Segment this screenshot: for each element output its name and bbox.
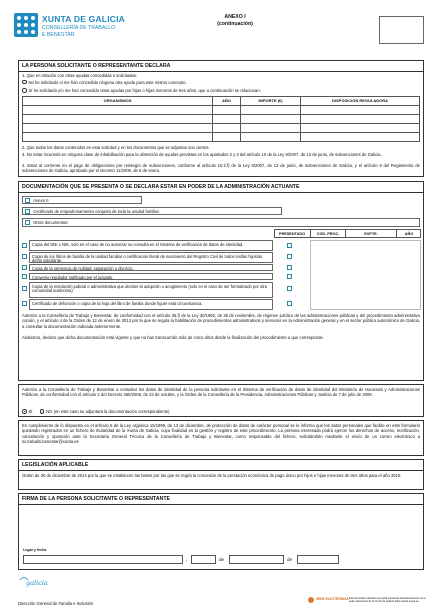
data-protection-section xyxy=(18,420,424,456)
footer-online-note: Este formulario también se podrá presentar electrónicamente en la sede electrónica de la Xunta de Galicia https://sede.xunta.es xyxy=(349,597,426,604)
signature-title: FIRMA DE LA PERSONA SOLICITANTE O REPRESENTANTE xyxy=(22,496,170,502)
brand-name: XUNTA DE GALICIA xyxy=(42,14,126,24)
declaration-section xyxy=(18,60,424,177)
place-date-label: Lugar y fecha xyxy=(23,548,47,552)
identity-authorization-options xyxy=(22,409,170,414)
annex-ii-label: Anexo II xyxy=(33,198,49,203)
annex-title-block xyxy=(210,14,260,28)
other-documents-label: Otros documentos: xyxy=(33,220,69,225)
department-line-2: E BENESTAR xyxy=(42,31,75,38)
declaration-q1: 1. Que en relación con otras ayudas concedidas o solicitadas: xyxy=(22,73,137,78)
sede-electronica-icon xyxy=(308,597,314,603)
census-certificate-checkbox[interactable] xyxy=(25,209,30,214)
option-no-aid[interactable] xyxy=(22,80,187,85)
doc-death-certificate: Certificado de defunción o copia de la hoja del libro de familia donde figure esta circunstancia. xyxy=(29,299,273,310)
declaration-item-2: 2. Que todos los datos contenidos en esta solicitud y en los documentos que se adjuntan son ciertos. xyxy=(22,145,210,150)
option-no-aid-label: No he solicitado ni me han concedido ninguna otra ayuda para este mismo concepto. xyxy=(28,79,187,85)
other-aids-table xyxy=(22,96,420,142)
col-presentado: PRESENTADO xyxy=(278,232,306,236)
option-si-label: SÍ xyxy=(28,409,33,414)
annex-ii-row[interactable] xyxy=(22,196,142,204)
doc-dni: Copia del DNI o NIE, solo en el caso de no autorizar su consulta en el Sistema de verificación de datos de identidad. xyxy=(29,240,273,251)
doc-divorce-sentence: Copia de la sentencia de nulidad, separación o divorcio. xyxy=(29,264,273,271)
annex-title: ANEXO I xyxy=(224,14,246,20)
identity-authorization-text: Autorizo a la Consellería de Trabajo y Bienestar a consultar los datos de identidad de la persona solicitante en el Sistema de verificación de datos de identidad del Ministerio de Hacienda y Administraciones Públicas, de conformidad con el artículo 2 del Decreto 255/2008, de 23 de octubre, y la Orden de la Consellería de la Presidencia, Administraciones Públicas y Justicia de 7 de julio de 2009. xyxy=(22,387,420,398)
place-date-separator: , xyxy=(186,557,188,563)
col-ano-doc: AÑO xyxy=(404,232,414,236)
radio-si[interactable] xyxy=(22,409,27,414)
table-row xyxy=(23,106,420,115)
year-field[interactable] xyxy=(297,555,339,564)
option-no-label: NO (en este caso se adjuntará la documentación correspondiente) xyxy=(46,409,170,414)
documentation-asimismo: Asimismo, declaro que dicha documentación está vigente y que no han transcurrido más de cinco años desde la finalización del procedimiento a que corresponde. xyxy=(22,335,324,340)
documentation-authorization: Autorizo a la Consellería de Trabajo y Bienestar, de conformidad con el artículo 35.f) de la Ley 30/1992, de 26 de noviembre, de régimen jurídico de las administraciones públicas y del procedimiento administrativo común, y el artículo 4 de la Orden de 12 de enero de 2012 por la que se regula la habilitación de procedimientos administrativos y servicios en la Administración general y en el sector público autonómico de Galicia, a consultar la documentación indicada anteriormente. xyxy=(22,313,420,329)
presented-checkbox-death[interactable] xyxy=(287,301,292,306)
place-field[interactable] xyxy=(23,555,183,564)
legislation-title: LEGISLACIÓN APLICABLE xyxy=(22,462,89,468)
doc-checkbox-death[interactable] xyxy=(22,301,27,306)
table-row xyxy=(23,133,420,142)
col-expte: EXPTE. xyxy=(364,232,378,236)
doc-adoption-resolution: Copia de la resolución judicial o administrativa que declare la adopción o acogimiento (solo en el caso de ser formalizado por otra comunidad autónoma) xyxy=(29,282,273,298)
registry-stamp-box xyxy=(379,16,424,44)
xunta-logo-icon xyxy=(14,13,38,37)
census-certificate-label: Certificado de empadronamiento conjunto de toda la unidad familiar. xyxy=(33,209,160,214)
footer-directorate: Dirección General de Familia e Inclusión xyxy=(18,601,94,606)
day-field[interactable] xyxy=(191,555,216,564)
radio-no-aid[interactable] xyxy=(22,80,27,85)
col-cod-proc: CÓD. PROC. xyxy=(316,232,340,236)
col-disposicion: DISPOSICIÓN REGULADORA xyxy=(301,97,420,106)
signature-section xyxy=(18,493,424,570)
date-separator-2: de xyxy=(287,557,293,562)
option-yes-aid-label: Sí he solicitado y/o me han concedido otras ayudas por hijos o hijas menores de tres años, que a continuación se relacionan: xyxy=(28,88,261,93)
col-importe: IMPORTE (€) xyxy=(241,97,301,106)
documentation-title: DOCUMENTACIÓN QUE SE PRESENTA O SE DECLARA ESTAR EN PODER DE LA ADMINISTRACIÓN ACTUANTE xyxy=(22,184,300,190)
doc-checkbox-agreement[interactable] xyxy=(22,274,27,279)
presented-checkbox-dni[interactable] xyxy=(287,243,292,248)
galicia-logo-text: galicia xyxy=(26,579,48,587)
month-field[interactable] xyxy=(229,555,284,564)
doc-columns-header-box xyxy=(274,229,421,238)
annex-ii-checkbox[interactable] xyxy=(25,198,30,203)
department-line-1: CONSELLERÍA DE TRABALLO xyxy=(42,25,116,31)
annex-subtitle: (continuación) xyxy=(217,20,253,27)
radio-yes-aid[interactable] xyxy=(22,88,27,93)
presented-checkbox-family-book[interactable] xyxy=(287,254,292,259)
other-documents-row[interactable] xyxy=(22,218,420,227)
department-name xyxy=(42,25,115,38)
doc-checkbox-family-book[interactable] xyxy=(22,254,27,259)
table-row xyxy=(23,115,420,124)
declaration-item-3: 3. No estar incurso/a en ninguna clase de inhabilitación para la obtención de ayudas previstas en los apartados 2 y 3 del artículo 10 de la Ley 9/2007, de 13 de junio, de subvenciones de Galicia. xyxy=(22,151,382,157)
doc-checkbox-divorce[interactable] xyxy=(22,265,27,270)
documentation-section xyxy=(18,181,424,381)
date-separator-1: de xyxy=(219,557,225,562)
presented-checkbox-agreement[interactable] xyxy=(287,274,292,279)
presented-checkbox-adoption[interactable] xyxy=(287,286,292,291)
legislation-text: Orden de 30 de diciembre de 2014 por la que se establecen las bases por las que se regirá la concesión de la prestación económica de pago único por hijos e hijas menores de tres años para el año 2015. xyxy=(22,473,402,478)
doc-family-book: Copia de los libros de familia de la unidad familiar o certificación literal de nacimiento del Registro Civil de todos los/las hijos/as del/la solicitante. xyxy=(29,252,273,263)
legislation-section xyxy=(18,459,424,490)
declaration-item-4: 4. Estar al corriente en el pago de obligaciones por reintegro de subvenciones, conforme al artículo 10.2.f) de la Ley 9/2007, de 13 de junio, de subvenciones de Galicia, y el artículo 9 del Reglamento de subvenciones de Galicia, aprobado por el Decreto 11/2009, de 8 de enero. xyxy=(22,163,420,174)
doc-checkbox-dni[interactable] xyxy=(22,243,27,248)
col-ano: AÑO xyxy=(213,97,241,106)
doc-regulatory-agreement: Convenio regulador ratificado por el juzgado. xyxy=(29,273,273,280)
doc-checkbox-adoption[interactable] xyxy=(22,286,27,291)
radio-no[interactable] xyxy=(40,409,45,414)
option-yes-aid[interactable] xyxy=(22,88,261,93)
table-row xyxy=(23,124,420,133)
data-protection-text: En cumplimiento de lo dispuesto en el artículo 5 de la Ley orgánica 15/1999, de 13 de diciembre, de protección de datos de carácter personal se le informa que los datos personales que facilite en este formulario quedarán registrados en un fichero de titularidad de la Xunta de Galicia, cuya finalidad es la gestión y registro de este procedimiento. La persona interesada podrá ejercer los derechos de acceso, rectificación, cancelación y oposición ante la Secretaría General Técnica de la Consellería de Trabajo y Bienestar, como responsable del fichero, solicitándolo mediante el envío de un correo electrónico a sx.traballo.benestar@xunta.es xyxy=(22,423,420,444)
sede-electronica-label: SEDE ELECTRÓNICA xyxy=(316,597,349,601)
census-certificate-row[interactable] xyxy=(22,207,282,215)
declaration-title: LA PERSONA SOLICITANTE O REPRESENTANTE DECLARA xyxy=(22,63,171,69)
procedure-reference-area[interactable] xyxy=(310,240,421,310)
other-documents-checkbox[interactable] xyxy=(25,220,30,225)
identity-authorization-section xyxy=(18,384,424,417)
col-organismos: ORGANISMOS xyxy=(23,97,213,106)
presented-checkbox-divorce[interactable] xyxy=(287,265,292,270)
